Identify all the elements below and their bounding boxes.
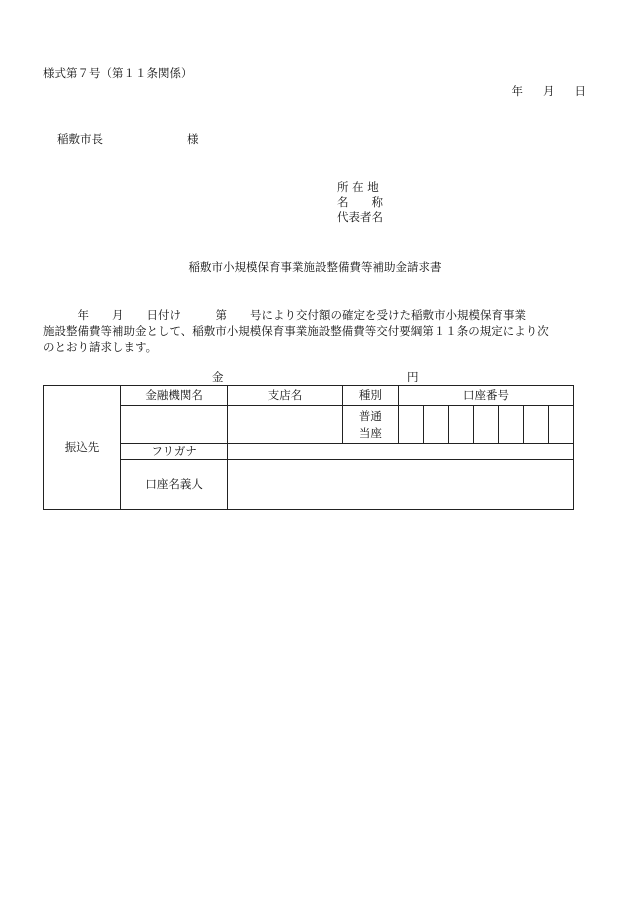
date-year: 年: [511, 84, 523, 98]
furigana-field[interactable]: [228, 444, 574, 460]
amount-prefix: 金: [212, 370, 224, 384]
bank-name-header: 金融機関名: [121, 386, 228, 406]
account-digit-2[interactable]: [423, 406, 448, 444]
amount-suffix: 円: [407, 370, 419, 384]
account-type-ordinary: 普通: [358, 408, 382, 423]
account-digit-3[interactable]: [448, 406, 473, 444]
body-line-3: のとおり請求します。: [43, 340, 158, 354]
account-digit-1[interactable]: [398, 406, 423, 444]
branch-name-header: 支店名: [228, 386, 343, 406]
name-label: 名 称: [337, 195, 383, 209]
date-line: [492, 85, 587, 99]
account-number-header: 口座番号: [398, 386, 573, 406]
address-label: 所 在 地: [337, 180, 379, 194]
applicant-block: [337, 180, 383, 225]
bank-transfer-table: [43, 385, 574, 510]
representative-label: 代表者名: [337, 210, 383, 224]
account-digit-4[interactable]: [473, 406, 498, 444]
transfer-destination-label: 振込先: [44, 386, 121, 510]
date-month: 月: [543, 84, 555, 98]
furigana-label: フリガナ: [121, 444, 228, 460]
body-line-1: 年 月 日付け 第 号により交付額の確定を受けた稲敷市小規模保育事業: [43, 308, 526, 322]
bank-name-field[interactable]: [121, 406, 228, 444]
account-digit-7[interactable]: [548, 406, 573, 444]
form-number: 様式第７号（第１１条関係）: [43, 66, 193, 80]
body-line-2: 施設整備費等補助金として、稲敷市小規模保育事業施設整備費等交付要綱第１１条の規定により次: [43, 324, 549, 338]
account-type-header: 種別: [342, 386, 398, 406]
branch-name-field[interactable]: [228, 406, 343, 444]
account-type-field[interactable]: [342, 406, 398, 444]
addressee-name: 稲敷市長: [57, 132, 103, 146]
account-holder-field[interactable]: [228, 460, 574, 510]
addressee: [57, 133, 199, 147]
document-title: 稲敷市小規模保育事業施設整備費等補助金請求書: [188, 260, 442, 274]
account-holder-label: 口座名義人: [121, 460, 228, 510]
addressee-honorific: 様: [187, 132, 199, 146]
account-digit-5[interactable]: [498, 406, 523, 444]
request-body: [43, 307, 588, 355]
account-type-checking: 当座: [358, 425, 382, 440]
date-day: 日: [574, 84, 586, 98]
account-digit-6[interactable]: [523, 406, 548, 444]
